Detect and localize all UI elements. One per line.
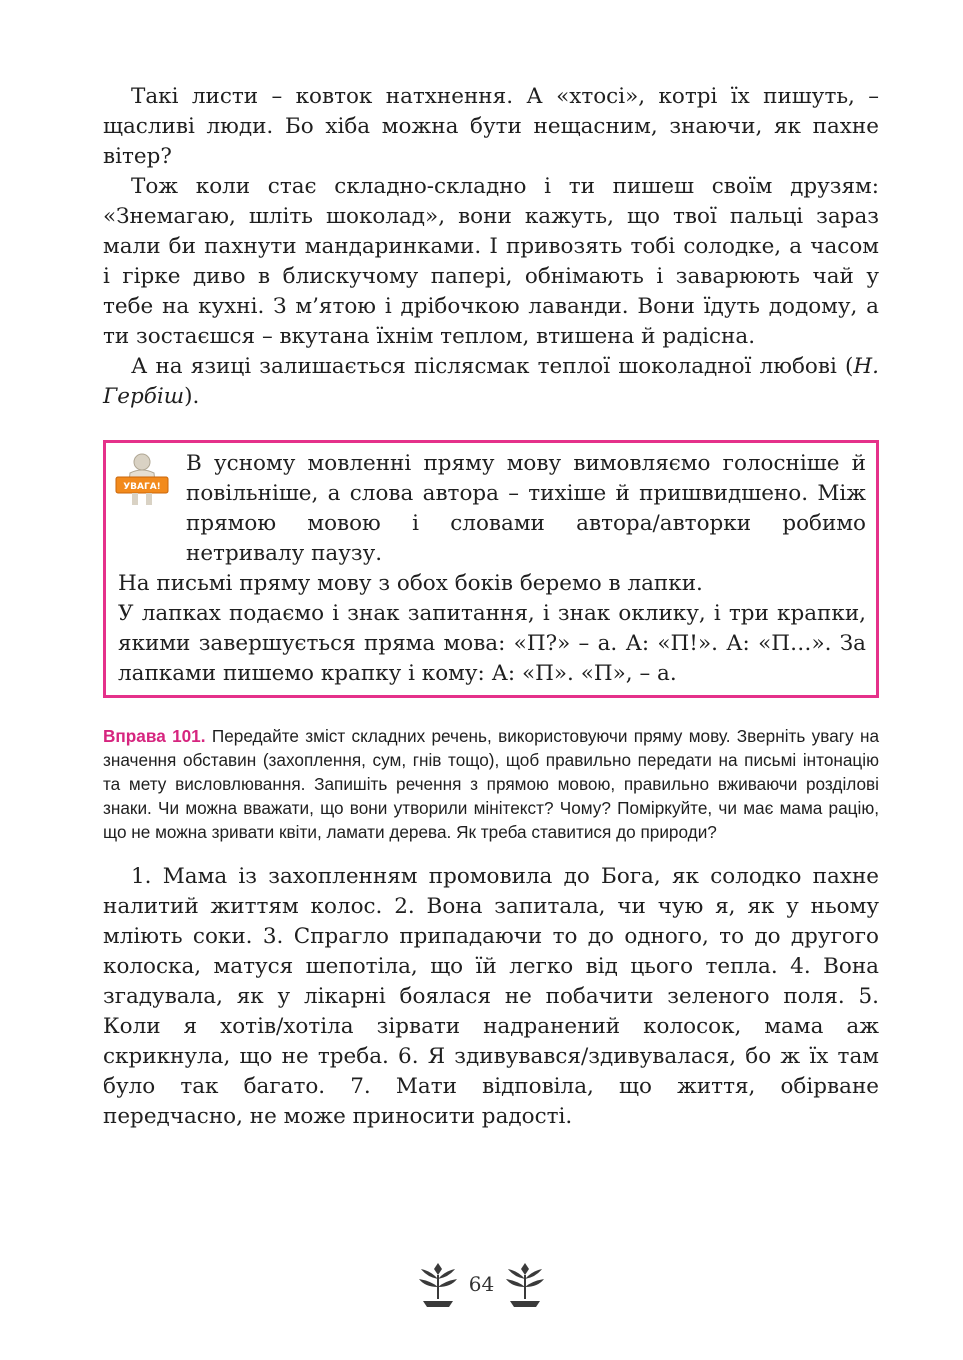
exercise-label: Вправа 101. <box>103 726 206 746</box>
wheat-ornament-icon <box>502 1259 548 1309</box>
note-paragraph: У лапках подаємо і знак запитання, і знак оклику, і три крапки, якими завершується пряма мова: «П?» – а. А: «П!». А: «П…». За лапками пишемо крапку і кому: А: «П». «П», – а. <box>118 601 866 686</box>
page-content <box>103 82 879 1132</box>
author-name: Н. Гербіш <box>103 354 879 409</box>
exercise-text: Передайте зміст складних речень, використовуючи пряму мову. Зверніть увагу на значення обставин (захоплення, сум, гнів тощо), щоб правильно передати на письмі інтонацію та мету висловлювання. Запишіть речення з прямою мовою, правильно вживаючи розділові знаки. Чи можна вважати, що вони утворили мінітекст? Чому? Поміркуйте, чи має мама рацію, що не можна зривати квіти, ламати дерева. Як треба ставитися до природи? <box>103 726 880 842</box>
attention-icon <box>112 451 172 507</box>
story-text-end: ). <box>184 384 200 409</box>
numbered-sentences: 1. Мама із захопленням промовила до Бога, як солодко пахне налитий життям колос. 2. Вона запитала, чи чую я, як у ньому мліють соки. 3. Спрагло припадаючи то до одного, то до другого колоска, матуся шепотіла, що їй легко від цього тепла. 4. Вона згадувала, як у лікарні боялася не побачити зеленого поля. 5. Коли я хотів/хотіла зірвати надранений колосок, мама аж скрикнула, що не треба. 6. Я здивувався/здивувалася, бо ж їх там було так багато. 7. Мати відповіла, що життя, обірване передчасно, не може приносити радості. <box>103 864 879 1129</box>
exercise-block <box>103 724 879 844</box>
attention-icon-label: УВАГА! <box>123 482 161 492</box>
story-paragraph: Тож коли стає складно-складно і ти пишеш своїм друзям: «Знемагаю, шліть шоколад», вони кажуть, що твої пальці зараз мали би пахнути мандаринками. І привозять тобі солодке, а часом і гірке диво в блискучому папері, обнімають і заварюють чай у тебе на кухні. З м’ятою і дрібочкою лаванди. Вони їдуть додому, а ти зостаєшся – вкутана їхнім теплом, втишена й радісна. <box>103 174 879 349</box>
note-paragraph: На письмі пряму мову з обох боків беремо в лапки. <box>118 571 703 596</box>
story-paragraph-last <box>103 352 879 412</box>
story-text: А на язиці залишається післясмак теплої шоколадної любові ( <box>131 354 854 379</box>
wheat-ornament-icon <box>415 1259 461 1309</box>
page-footer <box>0 1258 963 1310</box>
note-paragraph: В усному мовленні пряму мову вимовляємо голосніше й повільніше, а слова автора – тихіше й пришвидшено. Між прямою мовою і словами автора/авторки робимо нетривалу паузу. <box>186 451 866 566</box>
attention-note-box <box>103 440 879 698</box>
story-paragraph: Такі листи – ковток натхнення. А «хтосі», котрі їх пишуть, – щасливі люди. Бо хіба можна бути нещасним, знаючи, як пахне вітер? <box>103 84 879 169</box>
page-number: 64 <box>468 1272 495 1296</box>
